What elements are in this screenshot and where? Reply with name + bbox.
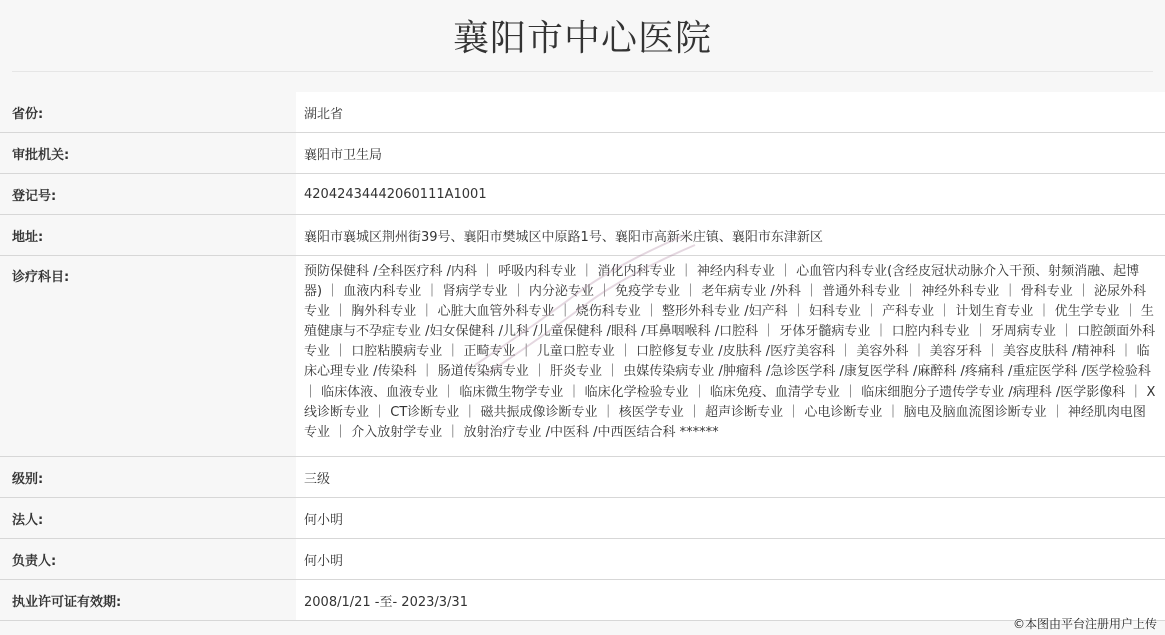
reg-no-label: 登记号: (0, 174, 296, 214)
row-level (0, 457, 1165, 498)
validity-label: 执业许可证有效期: (0, 580, 296, 620)
row-principal (0, 539, 1165, 580)
row-reg-no (0, 174, 1165, 215)
legal-person-label: 法人: (0, 498, 296, 538)
validity-value: 2008/1/21 -至- 2023/3/31 (304, 594, 468, 610)
page-header (12, 0, 1153, 72)
level-value: 三级 (304, 471, 331, 487)
principal-value: 何小明 (304, 553, 344, 569)
level-label: 级别: (0, 457, 296, 497)
row-address (0, 215, 1165, 256)
row-scope (0, 256, 1165, 457)
province-value: 湖北省 (304, 106, 344, 122)
principal-label: 负责人: (0, 539, 296, 579)
row-authority (0, 133, 1165, 174)
authority-label: 审批机关: (0, 133, 296, 173)
legal-person-value: 何小明 (304, 512, 344, 528)
page-title: 襄阳市中心医院 (452, 18, 712, 59)
scope-label: 诊疗科目: (0, 256, 296, 456)
province-label: 省份: (0, 92, 296, 132)
reg-no-value: 42042434442060111A1001 (304, 186, 487, 202)
info-table (0, 92, 1165, 621)
upload-note: ©本图由平台注册用户上传 (1012, 617, 1157, 631)
address-label: 地址: (0, 215, 296, 255)
row-validity (0, 580, 1165, 621)
row-province (0, 92, 1165, 133)
address-value: 襄阳市襄城区荆州街39号、襄阳市樊城区中原路1号、襄阳市高新米庄镇、襄阳市东津新区 (304, 229, 823, 245)
row-legal-person (0, 498, 1165, 539)
authority-value: 襄阳市卫生局 (304, 147, 383, 163)
scope-value: 预防保健科 /全科医疗科 /内科 ｜ 呼吸内科专业 ｜ 消化内科专业 ｜ 神经内科专业 ｜ 心血管内科专业(含经皮冠状动脉介入干预、射频消融、起博器) ｜ 血液内科专业 ｜ 肾病学专业 ｜ 内分泌专业 ｜ 免疫学专业 ｜ 老年病专业 /外科 ｜ 普通外科专业 ｜ 神经外科专业 ｜ 骨科专业 ｜ 泌尿外科专业 ｜ 胸外科专业 ｜ 心脏大血管外科专业 ｜ 烧伤科专业 ｜ 整形外科专业 /妇产科 ｜ 妇科专业 ｜ 产科专业 ｜ 计划生育专业 ｜ 优生学专业 ｜ 生殖健康与不孕症专业 /妇女保健科 /儿科 /儿童保健科 /眼科 /耳鼻咽喉科 /口腔科 ｜ 牙体牙髓病专业 ｜ 口腔内科专业 ｜ 牙周病专业 ｜ 口腔颌面外科专业 ｜ 口腔粘膜病专业 ｜ 正畸专业 ｜ 儿童口腔专业 ｜ 口腔修复专业 /皮肤科 /医疗美容科 ｜ 美容外科 ｜ 美容牙科 ｜ 美容皮肤科 /精神科 ｜ 临床心理专业 /传染科 ｜ 肠道传染病专业 ｜ 肝炎专业 ｜ 虫媒传染病专业 /肿瘤科 /急诊医学科 /康复医学科 /麻醉科 /疼痛科 /重症医学科 /医学检验科 ｜ 临床体液、血液专业 ｜ 临床微生物学专业 ｜ 临床化学检验专业 ｜ 临床免疫、血清学专业 ｜ 临床细胞分子遗传学专业 /病理科 /医学影像科 ｜ X线诊断专业 ｜ CT诊断专业 ｜ 磁共振成像诊断专业 ｜ 核医学专业 ｜ 超声诊断专业 ｜ 心电诊断专业 ｜ 脑电及脑血流图诊断专业 ｜ 神经肌肉电图专业 ｜ 介入放射学专业 ｜ 放射治疗专业 /中医科 /中西医结合科 ****** (304, 264, 1156, 440)
